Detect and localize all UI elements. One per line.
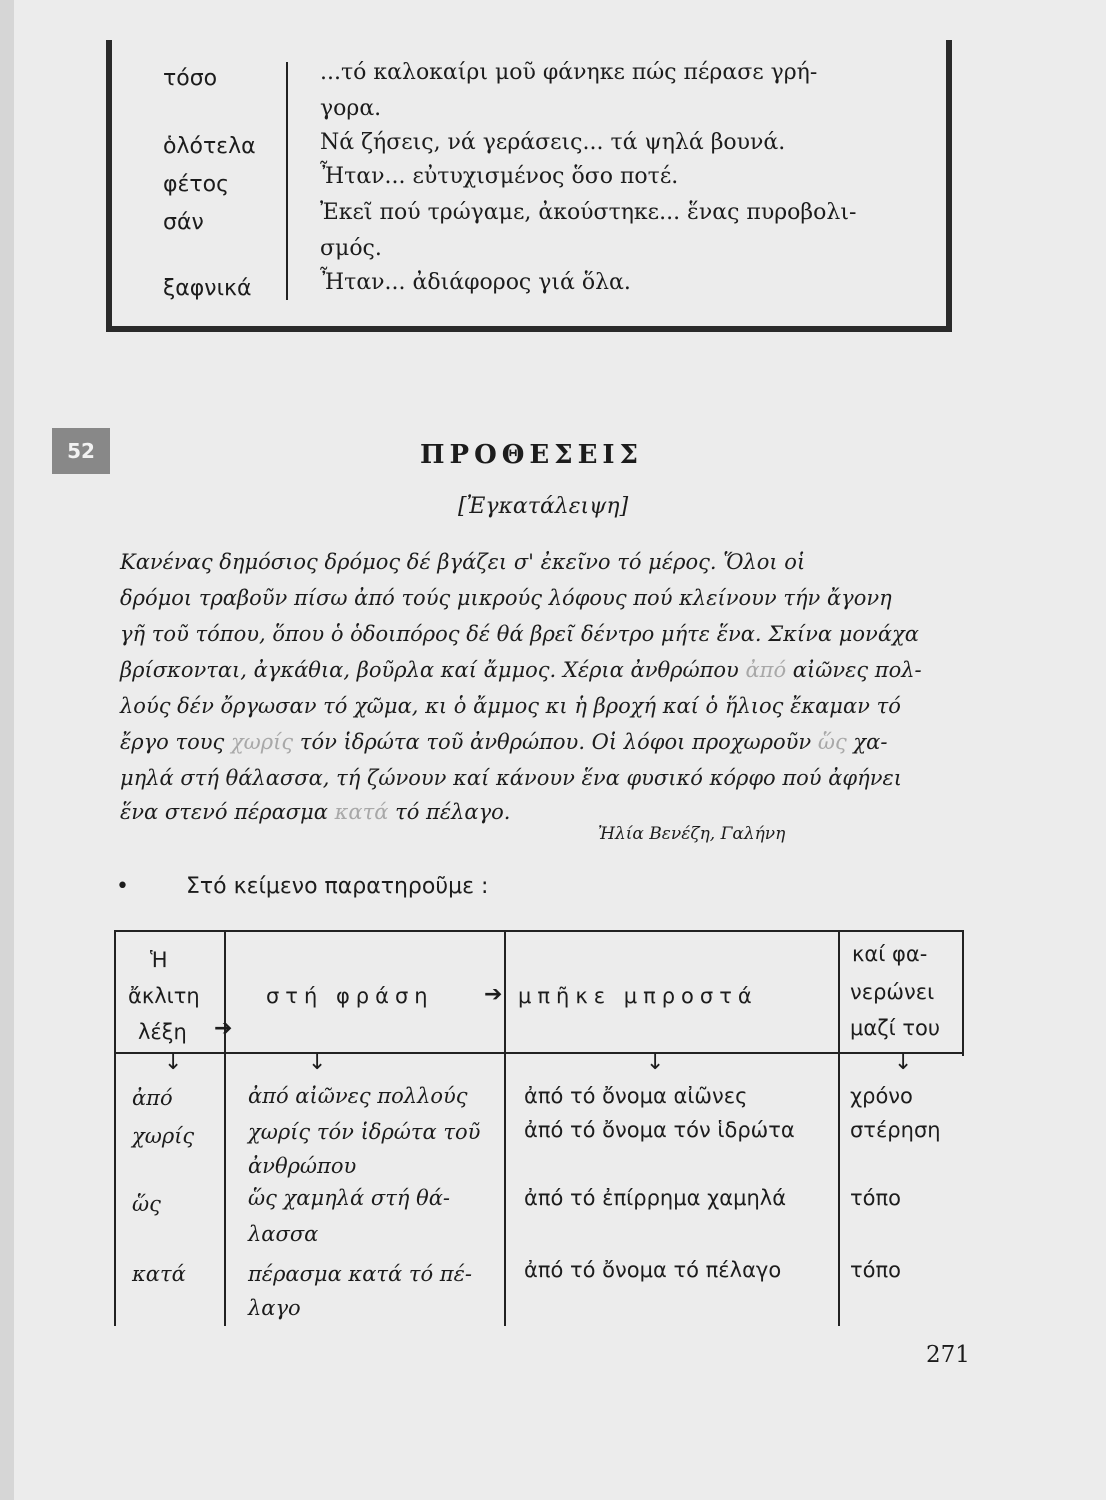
header-col1: λέξη [138, 1020, 187, 1044]
observe-label: Στό κείμενο παρατηροῦμε : [186, 874, 489, 899]
example-sentence: Ἦταν... ἀδιάφορος γιά ὅλα. [320, 270, 631, 295]
page-edge [0, 0, 14, 1500]
table-row-word: κατά [132, 1262, 186, 1286]
down-arrow-icon: ↓ [646, 1050, 665, 1075]
table-row-shows: τόπο [850, 1258, 901, 1282]
example-word: ξαφνικά [163, 276, 252, 301]
table-header-rule [114, 1052, 964, 1054]
passage-author: Ἠλία Βενέζη, Γαλήνη [598, 824, 786, 844]
page-subtitle: [Ἐγκατάλειψη] [458, 494, 629, 519]
example-word: σάν [163, 210, 204, 235]
example-word: τόσο [163, 66, 218, 91]
down-arrow-icon: ↓ [164, 1050, 183, 1075]
table-column-rule [224, 930, 226, 1326]
table-row-shows: τόπο [850, 1186, 901, 1210]
passage-line: βρίσκονται, ἀγκάθια, βοῦρλα καί ἄμμος. Χέρια ἀνθρώπου ἀπό αἰῶνες πολ- [120, 658, 922, 682]
down-arrow-icon: ↓ [894, 1050, 913, 1075]
passage-line: γῆ τοῦ τόπου, ὅπου ὁ ὁδοιπόρος δέ θά βρεῖ δέντρο μήτε ἕνα. Σκίνα μονάχα [120, 622, 919, 646]
table-row-shows: χρόνο [850, 1084, 913, 1108]
page-title: ΠΡΟΘΕΣΕΙΣ [420, 440, 643, 470]
table-row-word: χωρίς [132, 1124, 195, 1148]
right-arrow-icon: ➔ [484, 982, 503, 1007]
table-row-before: ἀπό τό ὄνομα τό πέλαγο [524, 1258, 782, 1282]
passage-line: Κανένας δημόσιος δρόμος δέ βγάζει σ' ἐκεῖνο τό μέρος. Ὅλοι οἱ [120, 550, 806, 574]
example-sentence: Ἐκεῖ πού τρώγαμε, ἀκούστηκε... ἕνας πυροβολι- [320, 200, 857, 225]
highlighted-preposition: κατά [334, 800, 389, 824]
table-row-phrase: λασσα [248, 1222, 319, 1246]
passage-line: ἔργο τους χωρίς τόν ἱδρώτα τοῦ ἀνθρώπου. Οἱ λόφοι προχωροῦν ὥς χα- [120, 730, 888, 754]
table-column-rule [962, 930, 964, 1056]
passage-line: μηλά στή θάλασσα, τή ζώνουν καί κάνουν ἕνα φυσικό κόρφο πού ἀφήνει [120, 766, 902, 790]
table-top-rule [114, 930, 964, 932]
table-row-before: ἀπό τό ἐπίρρημα χαμηλά [524, 1186, 787, 1210]
header-col4: νερώνει [850, 980, 935, 1004]
header-col1: ἄκλιτη [128, 984, 200, 1008]
highlighted-preposition: ἀπό [745, 658, 787, 682]
example-sentence: Νά ζήσεις, νά γεράσεις... τά ψηλά βουνά. [320, 130, 786, 155]
table-column-rule [504, 930, 506, 1326]
table-row-word: ὥς [132, 1192, 161, 1216]
table-row-phrase: χωρίς τόν ἱδρώτα τοῦ [248, 1120, 481, 1144]
header-col1: Ἡ [150, 948, 168, 972]
examples-divider [286, 62, 288, 300]
passage-line: λούς δέν ὄργωσαν τό χῶμα, κι ὁ ἄμμος κι ἡ βροχή καί ὁ ἥλιος ἔκαμαν τό [120, 694, 901, 718]
table-row-phrase: ὥς χαμηλά στή θά- [248, 1186, 450, 1210]
example-sentence: Ἦταν... εὐτυχισμένος ὅσο ποτέ. [320, 164, 679, 189]
header-col4: καί φα- [852, 942, 928, 966]
table-column-rule [838, 930, 840, 1326]
down-arrow-icon: ↓ [308, 1050, 327, 1075]
table-row-shows: στέρηση [850, 1118, 941, 1142]
table-row-before: ἀπό τό ὄνομα τόν ἱδρώτα [524, 1118, 795, 1142]
passage-line: δρόμοι τραβοῦν πίσω ἀπό τούς μικρούς λόφους πού κλείνουν τήν ἄγονη [120, 586, 892, 610]
table-row-word: ἀπό [132, 1086, 173, 1110]
table-row-phrase: ἀνθρώπου [248, 1154, 357, 1178]
table-row-phrase: πέρασμα κατά τό πέ- [248, 1262, 472, 1286]
section-badge: 52 [52, 428, 110, 474]
table-row-before: ἀπό τό ὄνομα αἰῶνες [524, 1084, 748, 1108]
highlighted-preposition: χωρίς [230, 730, 294, 754]
table-column-rule [114, 930, 116, 1326]
example-sentence: σμός. [320, 236, 382, 261]
header-col3: μπῆκε μπροστά [518, 984, 758, 1008]
bullet-dot: • [116, 874, 129, 899]
passage-line: ἕνα στενό πέρασμα κατά τό πέλαγο. [120, 800, 511, 824]
highlighted-preposition: ὥς [817, 730, 847, 754]
page-number: 271 [926, 1342, 970, 1368]
table-row-phrase: λαγο [248, 1296, 301, 1320]
example-word: ὁλότελα [163, 134, 256, 159]
example-sentence: γορα. [320, 96, 382, 121]
table-row-phrase: ἀπό αἰῶνες πολλούς [248, 1084, 468, 1108]
right-arrow-icon: ➔ [214, 1016, 233, 1041]
example-sentence: ...τό καλοκαίρι μοῦ φάνηκε πώς πέρασε γρή- [320, 60, 818, 85]
example-word: φέτος [163, 172, 230, 197]
header-col4: μαζί του [850, 1016, 941, 1040]
header-col2: στή φράση [266, 984, 434, 1008]
